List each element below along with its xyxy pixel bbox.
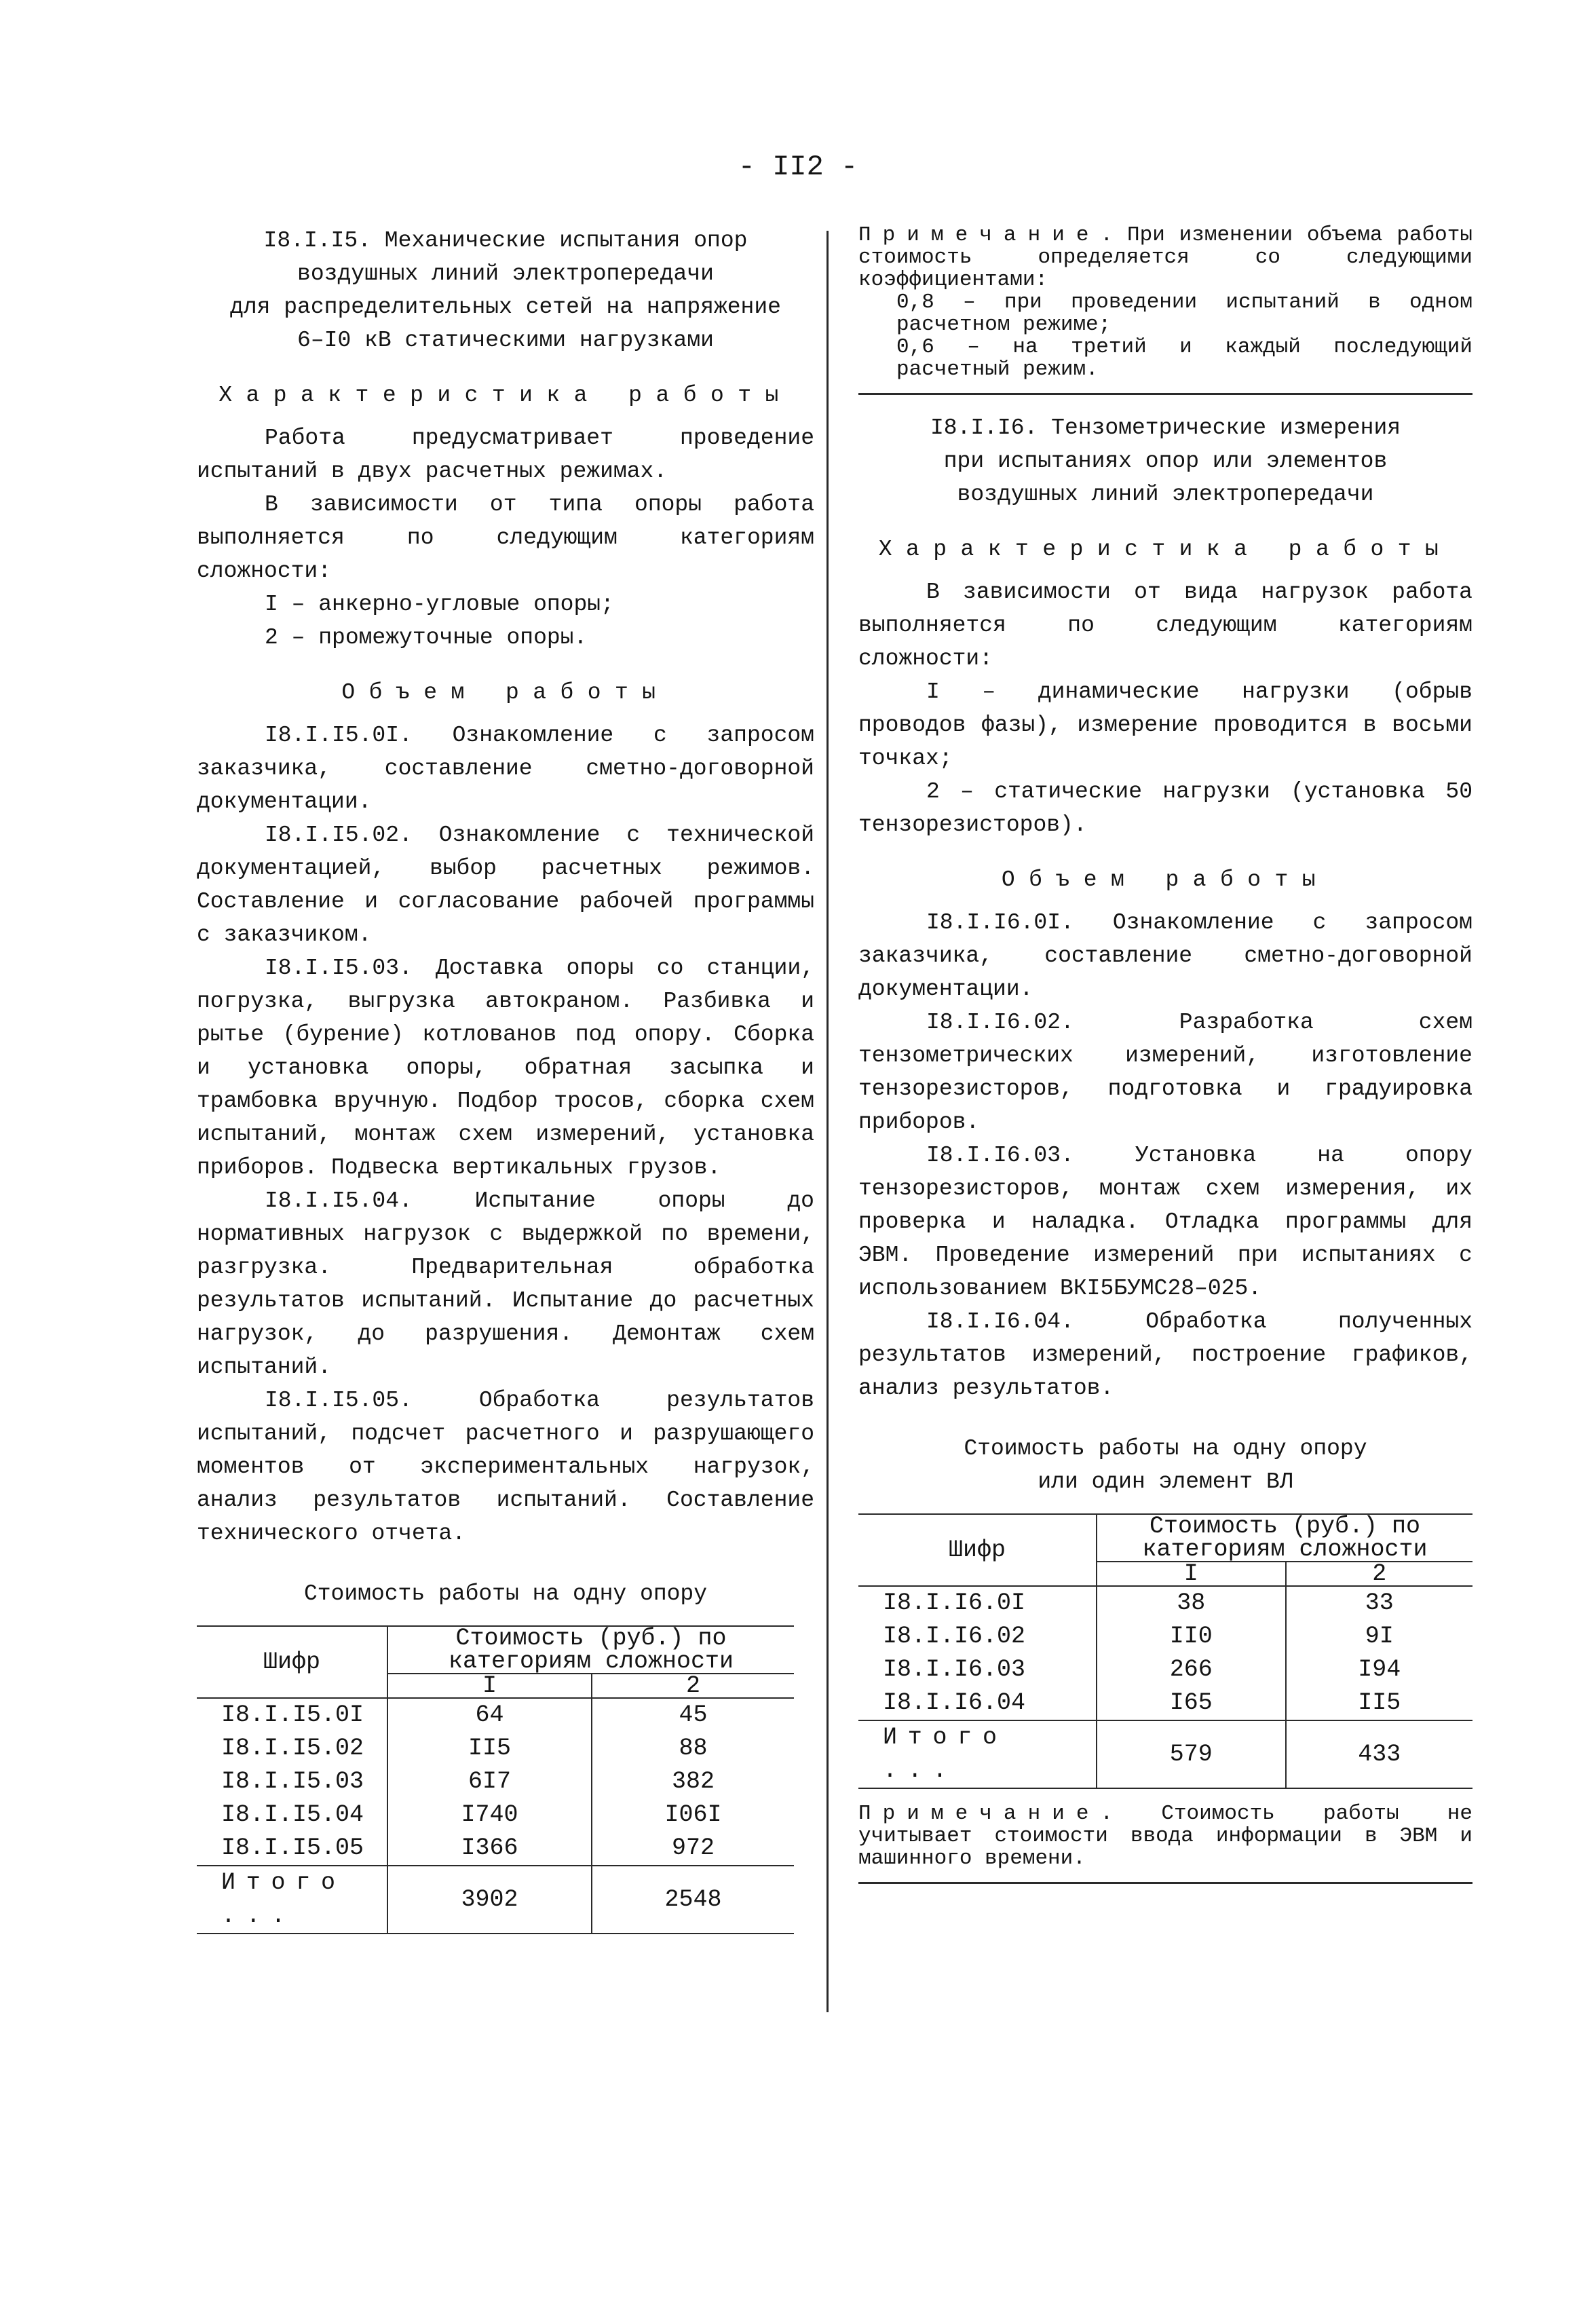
table-row (858, 1620, 1472, 1653)
divider (858, 1882, 1472, 1884)
work-item: I8.I.I5.04. Испытание опоры до нормативных нагрузок с выдержкой по времени, разгрузка. Предварительная обработка результатов испытаний. Испытание до расчетных нагрузок, до разрушения. Демонтаж схем испытаний. (197, 1188, 814, 1380)
cell-cat2: 382 (592, 1765, 794, 1798)
section-title-1816 (858, 411, 1472, 511)
title-line: воздушных линий электропередачи (297, 261, 714, 286)
cell-cat2: 33 (1286, 1586, 1472, 1620)
work-item: I8.I.I5.03. Доставка опоры со станции, погрузка, выгрузка автокраном. Разбивка и рытье (бурение) котлованов под опору. Сборка и установка опоры, обратная засыпка и трамбовка вручную. Подбор тросов, сборка схем испытаний, монтаж схем измерений, установка приборов. Подвеска вертикальных грузов. (197, 956, 814, 1180)
volume-heading: Объем работы (1001, 867, 1330, 892)
divider (858, 393, 1472, 395)
note-1816: Примечание. Стоимость работы не учитывает стоимости ввода информации в ЭВМ и машинного времени. (858, 1802, 1472, 1870)
cell-code: I8.I.I5.05 (221, 1834, 364, 1862)
list-item: I – динамические нагрузки (обрыв проводов фазы), измерение проводится в восьми точках; (858, 679, 1472, 771)
volume-heading: Объем работы (341, 680, 670, 705)
paragraph: Работа предусматривает проведение испытаний в двух расчетных режимах. (197, 426, 814, 484)
cell-cat1: II0 (1097, 1620, 1286, 1653)
page-number: - II2 - (738, 151, 858, 183)
characteristic-heading: Характеристика работы (878, 537, 1453, 562)
cell-code: I8.I.I5.02 (221, 1735, 364, 1762)
table-row (858, 1586, 1472, 1620)
cell-cat2: I94 (1286, 1653, 1472, 1686)
table-row (197, 1765, 794, 1798)
cell-total-cat1: 3902 (387, 1866, 592, 1934)
note-item: 0,8 – при проведении испытаний в одном расчетном режиме; (896, 290, 1472, 337)
cell-cat2: 45 (592, 1698, 794, 1732)
title-line: 6–I0 кВ статическими нагрузками (297, 328, 714, 353)
cell-cat2: II5 (1286, 1686, 1472, 1720)
col-header-code: Шифр (948, 1536, 1006, 1564)
note-label: Примечание (858, 1802, 1101, 1826)
note-text: При изменении объема работы стоимость определяется со следующими коэффициентами: (858, 223, 1472, 292)
col-header-cat2: 2 (592, 1674, 794, 1698)
work-item: I8.I.I5.0I. Ознакомление с запросом заказчика, составление сметно-договорной документации. (197, 723, 814, 814)
left-column (197, 224, 814, 1934)
title-line: при испытаниях опор или элементов (943, 449, 1388, 474)
cell-cat2: 972 (592, 1832, 794, 1866)
table-row (858, 1686, 1472, 1720)
cell-total-label: Итого ... (221, 1869, 346, 1929)
col-header-cost: Стоимость (руб.) по категориям сложности (387, 1626, 794, 1674)
table-row (197, 1798, 794, 1832)
work-item: I8.I.I6.0I. Ознакомление с запросом заказчика, составление сметно-договорной документации. (858, 910, 1472, 1002)
characteristic-heading: Характеристика работы (218, 383, 793, 408)
list-item: I – анкерно-угловые опоры; (265, 592, 614, 617)
cost-table-1816 (858, 1513, 1472, 1789)
cell-cat1: II5 (387, 1732, 592, 1765)
cell-cat1: 266 (1097, 1653, 1286, 1686)
title-line: для распределительных сетей на напряжение (230, 295, 781, 320)
note-1815: Примечание. При изменении объема работы стоимость определяется со следующими коэффициентами: 0,8 – при проведении испытаний в одном расчетном режиме; 0,6 – на третий и каждый последующий расчетный режим. (858, 223, 1472, 381)
work-item: I8.I.I6.04. Обработка полученных результатов измерений, построение графиков, анализ результатов. (858, 1309, 1472, 1401)
cell-cat1: I65 (1097, 1686, 1286, 1720)
cell-cat2: 9I (1286, 1620, 1472, 1653)
work-item: I8.I.I5.05. Обработка результатов испытаний, подсчет расчетного и разрушающего моментов от экспериментальных нагрузок, анализ результатов испытаний. Составление технического отчета. (197, 1388, 814, 1546)
work-item: I8.I.I5.02. Ознакомление с технической документацией, выбор расчетных режимов. Составление и согласование рабочей программы с заказчиком. (197, 823, 814, 947)
cell-cat2: I06I (592, 1798, 794, 1832)
title-line: I8.I.I5. Механические испытания опор (263, 228, 748, 253)
cell-cat1: 6I7 (387, 1765, 592, 1798)
paragraph: В зависимости от вида нагрузок работа выполняется по следующим категориям сложности: (858, 580, 1472, 671)
right-column (858, 224, 1472, 1896)
table-caption: или один элемент ВЛ (1038, 1469, 1293, 1494)
title-line: воздушных линий электропередачи (957, 482, 1374, 507)
table-caption: Стоимость работы на одну опору (964, 1436, 1367, 1461)
table-row (858, 1653, 1472, 1686)
col-header-cat1: I (387, 1674, 592, 1698)
col-header-cost: Стоимость (руб.) по категориям сложности (1097, 1514, 1472, 1562)
cell-code: I8.I.I5.0I (221, 1701, 364, 1729)
cell-code: I8.I.I5.03 (221, 1768, 364, 1795)
section-title-1815 (197, 224, 814, 357)
cell-total-label: Итого ... (883, 1724, 1008, 1784)
work-item: I8.I.I6.03. Установка на опору тензорезисторов, монтаж схем измерения, их проверка и наладка. Отладка программы для ЭВМ. Проведение измерений при испытаниях с использованием ВКI5БУМС28–025. (858, 1143, 1472, 1301)
table-caption: Стоимость работы на одну опору (303, 1581, 708, 1606)
cell-code: I8.I.I6.0I (883, 1589, 1026, 1617)
cell-cat1: I366 (387, 1832, 592, 1866)
cell-cat1: 64 (387, 1698, 592, 1732)
list-item: 2 – статические нагрузки (установка 50 тензорезисторов). (858, 779, 1472, 837)
table-total-row (858, 1720, 1472, 1788)
cost-table-1815 (197, 1625, 794, 1934)
cell-cat1: I740 (387, 1798, 592, 1832)
note-text: Стоимость работы не учитывает стоимости ввода информации в ЭВМ и машинного времени. (858, 1802, 1472, 1870)
title-line: I8.I.I6. Тензометрические измерения (930, 415, 1401, 440)
column-divider (826, 231, 829, 2012)
col-header-cat1: I (1097, 1562, 1286, 1586)
cell-code: I8.I.I6.03 (883, 1656, 1026, 1683)
table-row (197, 1732, 794, 1765)
cell-code: I8.I.I6.04 (883, 1689, 1026, 1716)
col-header-code: Шифр (263, 1648, 320, 1676)
paragraph: В зависимости от типа опоры работа выполняется по следующим категориям сложности: (197, 492, 814, 584)
note-item: 0,6 – на третий и каждый последующий расчетный режим. (896, 335, 1472, 381)
note-label: Примечание (858, 223, 1101, 247)
cell-total-cat2: 433 (1286, 1720, 1472, 1788)
cell-cat1: 38 (1097, 1586, 1286, 1620)
cell-cat2: 88 (592, 1732, 794, 1765)
table-row (197, 1832, 794, 1866)
work-item: I8.I.I6.02. Разработка схем тензометрических измерений, изготовление тензорезисторов, подготовка и градуировка приборов. (858, 1010, 1472, 1135)
cell-code: I8.I.I5.04 (221, 1801, 364, 1828)
cell-total-cat2: 2548 (592, 1866, 794, 1934)
cell-total-cat1: 579 (1097, 1720, 1286, 1788)
table-row (197, 1698, 794, 1732)
cell-code: I8.I.I6.02 (883, 1623, 1026, 1650)
table-total-row (197, 1866, 794, 1934)
col-header-cat2: 2 (1286, 1562, 1472, 1586)
list-item: 2 – промежуточные опоры. (265, 625, 588, 650)
